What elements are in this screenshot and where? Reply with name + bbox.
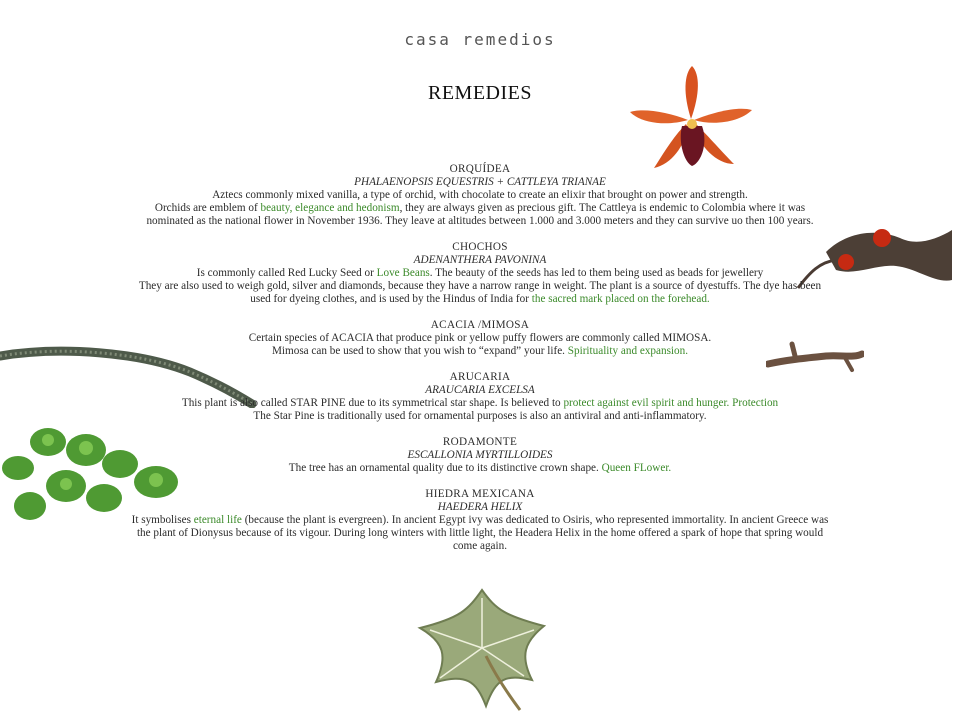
remedy-description: [130, 267, 830, 280]
remedy-scientific-name: ESCALLONIA MYRTILLOIDES: [407, 449, 553, 461]
text-segment: , they are always given as precious gift. The Cattleya is endemic to Colombia where it was nominated as the national flower in November 1936. They leave at altitudes between 1.000 and 3.000 meters and they can survive uo then 100 years.: [146, 202, 814, 227]
remedy-name: HIEDRA MEXICANA: [425, 488, 535, 500]
ivy-leaf-image: [416, 586, 548, 714]
remedy-description: [130, 202, 830, 228]
remedy-scientific-name: HAEDERA HELIX: [437, 501, 523, 513]
remedy-description: [130, 345, 830, 358]
remedy-rodamonte: [130, 436, 830, 475]
remedy-arucaria: [130, 371, 830, 423]
text-segment: Mimosa can be used to show that you wish to “expand” your life.: [271, 345, 568, 357]
remedy-description: [130, 462, 830, 475]
remedy-name: RODAMONTE: [442, 436, 518, 448]
remedy-name: ARUCARIA: [449, 371, 511, 383]
remedy-name: CHOCHOS: [452, 241, 508, 253]
brand-logo[interactable]: casa remedios: [404, 30, 556, 49]
remedy-name: ORQUÍDEA: [449, 163, 511, 175]
remedy-description: The Star Pine is traditionally used for ornamental purposes is also an antiviral and anti-inflammatory.: [253, 410, 707, 422]
text-segment: This plant is also called STAR PINE due to its symmetrical star shape. Is believed to: [181, 397, 564, 409]
highlight-text: beauty, elegance and hedonism: [260, 202, 400, 214]
highlight-text: Queen FLower.: [601, 462, 672, 474]
text-segment: They are also used to weigh gold, silver and diamonds, because they have a narrow range in weight. The plant is a source of dyestuffs. The dye has been used for dyeing clothes, and is used by the Hindus of India for: [138, 280, 822, 305]
remedy-description: Aztecs commonly mixed vanilla, a type of orchid, with chocolate to create an elixir that brought on power and strength.: [212, 189, 748, 201]
page-title: REMEDIES: [428, 82, 532, 104]
text-segment: It symbolises: [131, 514, 194, 526]
remedy-chochos: [130, 241, 830, 306]
text-segment: Is commonly called Red Lucky Seed or: [196, 267, 377, 279]
highlight-text: Love Beans: [376, 267, 430, 279]
remedy-name: ACACIA /MIMOSA: [430, 319, 530, 331]
highlight-text: protect against evil spirit and hunger. Protection: [563, 397, 779, 409]
text-segment: The tree has an ornamental quality due to its distinctive crown shape.: [288, 462, 602, 474]
remedies-list: [130, 163, 830, 566]
remedy-description: [130, 514, 830, 553]
remedy-scientific-name: PHALAENOPSIS EQUESTRIS + CATTLEYA TRIANAE: [354, 176, 606, 188]
highlight-text: Spirituality and expansion.: [567, 345, 689, 357]
remedy-scientific-name: ARAUCARIA EXCELSA: [425, 384, 535, 396]
text-segment: Orchids are emblem of: [154, 202, 261, 214]
orchid-image: [628, 64, 754, 174]
remedy-scientific-name: ADENANTHERA PAVONINA: [413, 254, 547, 266]
remedy-hiedra-mexicana: [130, 488, 830, 553]
remedy-description: [130, 397, 830, 410]
remedy-orquidea: [130, 163, 830, 228]
remedy-description: Certain species of ACACIA that produce pink or yellow puffy flowers are commonly called MIMOSA.: [248, 332, 712, 344]
text-segment: . The beauty of the seeds has led to them being used as beads for jewellery: [429, 267, 764, 279]
remedy-acacia: [130, 319, 830, 358]
highlight-text: the sacred mark placed on the forehead.: [531, 293, 710, 305]
remedy-description: [130, 280, 830, 306]
text-segment: (because the plant is evergreen). In ancient Egypt ivy was dedicated to Osiris, who represented immortality. In ancient Greece was the plant of Dionysus because of its vigour. During long winters with little light, the Headera Helix in the home offered a spark of hope that spring would come again.: [136, 514, 829, 552]
highlight-text: eternal life: [193, 514, 242, 526]
